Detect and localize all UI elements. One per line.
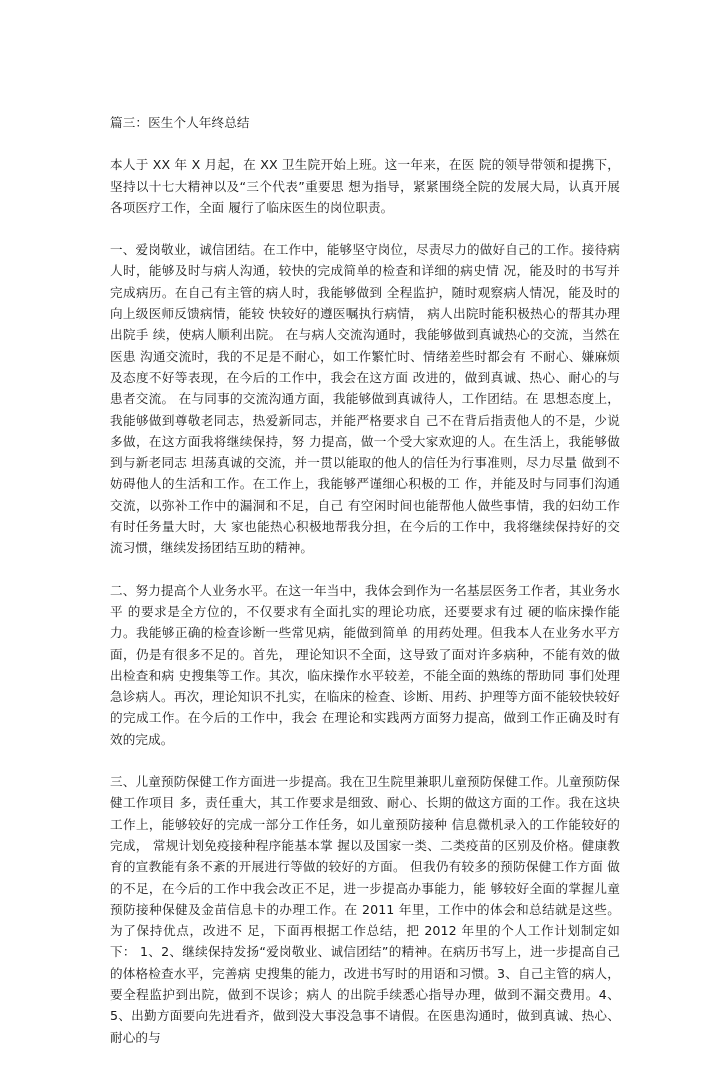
section-skills-paragraph: 二、努力提高个人业务水平。在这一年当中，我体会到作为一名基层医务工作者，其业务水平 的要求是全方位的，不仅要求有全面扎实的理论功底，还要要求有过 硬的临床操作能力。我能够正确的检查诊断一些常见病，能做到简单 的用药处理。但我本人在业务水平方面，仍是有很多不足的。首先， 理论知识不全面，这导致了面对许多病种，不能有效的做出检查和病 史搜集等工作。其次，临床操作水平较差，不能全面的熟练的帮助同 事们处理急诊病人。再次，理论知识不扎实，在临床的检查、诊断、用药、护理等方面不能较快较好的完成工作。在今后的工作中，我会 在理论和实践两方面努力提高，做到工作正确及时有效的完成。 bbox=[110, 582, 620, 747]
section-dedication-paragraph: 一、爱岗敬业，诚信团结。在工作中，能够坚守岗位，尽责尽力的做好自己的工作。接待病人时，能够及时与病人沟通，较快的完成简单的检查和详细的病史情 况，能及时的书写并完成病历。在自己有主管的病人时，我能够做到 全程监护，随时观察病人情况，能及时的向上级医师反馈病情，能较 快较好的遵医嘱执行病情， 病人出院时能积极热心的帮其办理出院手 续，使病人顺利出院。 在与病人交流沟通时，我能够做到真诚热心的交流，当然在医患 沟通交流时，我的不足是不耐心，如工作繁忙时、情绪差些时都会有 不耐心、嫌麻烦及态度不好等表现，在今后的工作中，我会在这方面 改进的，做到真诚、热心、耐心的与患者交流。 在与同事的交流沟通方面，我能够做到真诚待人，工作团结。在 思想态度上，我能够做到尊敬老同志，热爱新同志，并能严格要求自 己不在背后指责他人的不是，少说多做，在这方面我将继续保持，努 力提高，做一个受大家欢迎的人。在生活上，我能够做到与新老同志 坦荡真诚的交流，并一贯以能取的他人的信任为行事准则，尽力尽量 做到不妨碍他人的生活和工作。在工作上，我能够严谨细心积极的工 作，并能及时与同事们沟通交流，以弥补工作中的漏洞和不足，自己 有空闲时间也能帮他人做些事情，我的妇幼工作有时任务量大时，大 家也能热心积极地帮我分担，在今后的工作中，我将继续保持好的交 流习惯，继续发扬团结互助的精神。 bbox=[110, 242, 620, 556]
intro-paragraph: 本人于 XX 年 X 月起，在 XX 卫生院开始上班。这一年来，在医 院的领导带领和提携下，坚持以十七大精神以及“三个代表”重要思 想为指导，紧紧围绕全院的发展大局，认真开展各项医疗工作，全面 履行了临床医生的岗位职责。 bbox=[110, 157, 620, 215]
section-child-care-paragraph: 三、儿童预防保健工作方面进一步提高。我在卫生院里兼职儿童预防保健工作。儿童预防保健工作项目 多，责任重大，其工作要求是细致、耐心、长期的做这方面的工作。我在这块工作上，能够较好的完成一部分工作任务，如儿童预防接种 信息微机录入的工作能较好的完成， 常规计划免疫接种程序能基本掌 握以及国家一类、二类疫苗的区别及价格。健康教育的宣教能有条不紊的开展进行等做的较好的方面。 但我仍有较多的预防保健工作方面 做的不足，在今后的工作中我会改正不足，进一步提高办事能力，能 够较好全面的掌握儿童预防接种保健及金苗信息卡的办理工作。在 2011 年里，工作中的体会和总结就是这些。为了保持优点，改进不 足，下面再根据工作总结，把 2012 年里的个人工作计划制定如下： 1、2、继续保持发扬“爱岗敬业、诚信团结”的精神。在病历书写上，进一步提高自己的体格检查水平，完善病 史搜集的能力，改进书写时的用语和习惯。3、自己主管的病人，要全程监护到出院，做到不误诊；病人 的出院手续悉心指导办理，做到不漏交费用。4、5、出勤方面要向先进看齐，做到没大事没急事不请假。在医患沟通时，做到真诚、热心、耐心的与 bbox=[110, 774, 620, 1045]
document-title: 篇三：医生个人年终总结 bbox=[110, 115, 250, 130]
document-body bbox=[110, 112, 620, 1069]
